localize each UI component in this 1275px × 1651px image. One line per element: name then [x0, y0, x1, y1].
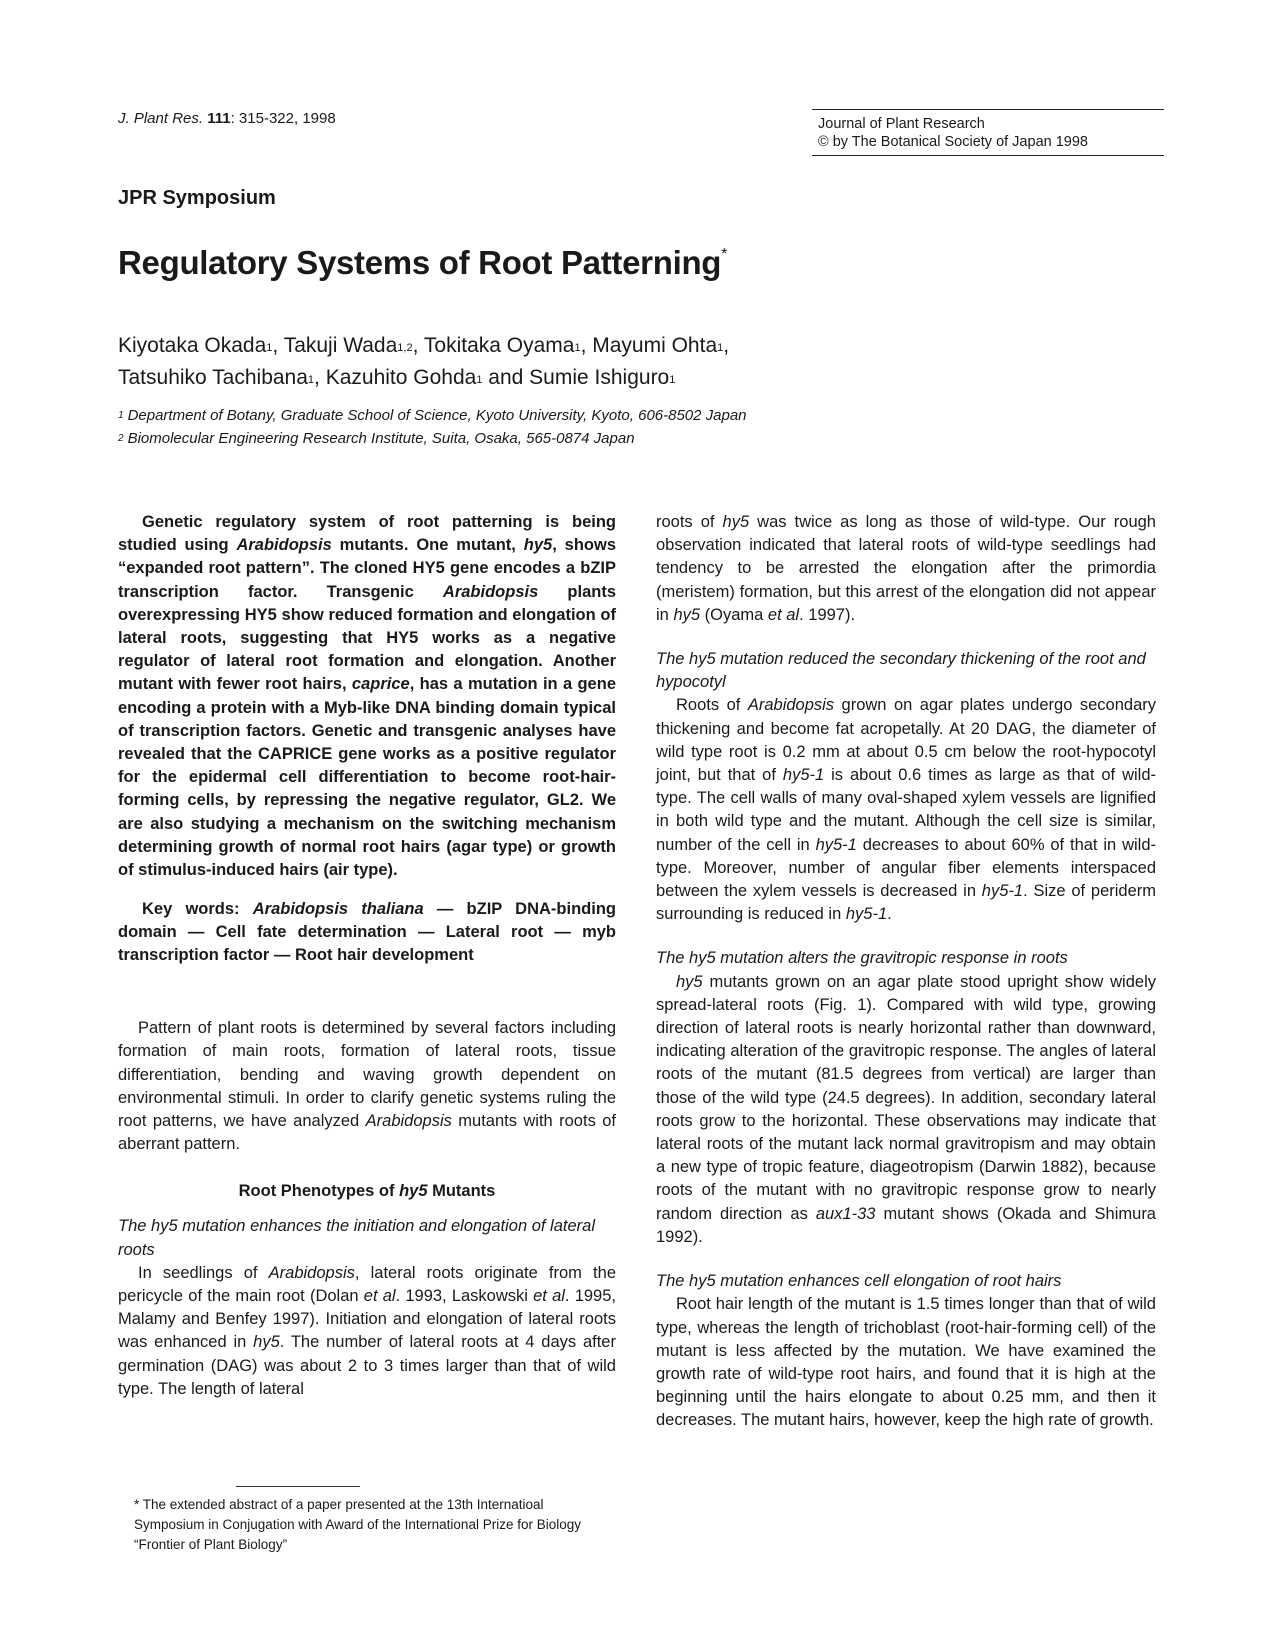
- italic-run: Arabidopsis: [268, 1263, 355, 1282]
- author-name: Tokitaka Oyama: [423, 334, 575, 357]
- text-run: is about 0.6 times as large as that of wild-type. The cell walls of many oval-shaped xylem vessels are lignified in both wild type and the mutant. Although the cell size is similar, number of the cell in: [656, 766, 1156, 854]
- publisher-box: [812, 109, 1164, 156]
- text-run: decreases to about 60% of that in wild-type. Moreover, number of angular fiber elements interspaced between the xylem vessels is decreased in: [656, 835, 1156, 901]
- text-run: In seedlings of: [138, 1263, 269, 1282]
- italic-run: hy5: [722, 513, 750, 531]
- author-affiliation-mark: 1: [669, 374, 676, 386]
- italic-run: hy5: [676, 972, 703, 991]
- abstract: [118, 511, 616, 882]
- journal-volume: 111: [207, 110, 231, 127]
- author-separator: ,: [580, 334, 593, 357]
- author-name: Takuji Wada: [283, 334, 398, 357]
- text-run: mutants with roots of aberrant pattern.: [118, 1112, 616, 1154]
- affiliation-text: Biomolecular Engineering Research Institute, Suita, Osaka, 565-0874 Japan: [127, 430, 635, 447]
- text-run: Pattern of plant roots is determined by several factors including formation of main roots, formation of lateral roots, tissue differentiation, bending and waving growth dependent on environmental stimuli. In order to clarify genetic systems ruling the root patterns, we have analyzed: [118, 1019, 616, 1131]
- subsection-1-continued: [656, 511, 1156, 627]
- italic-run: et al: [767, 605, 800, 624]
- italic-run: hy5-1: [981, 882, 1024, 901]
- text-run: . The number of lateral roots at 4 days after germination (DAG) was about 2 to 3 times larger than that of wild type. The length of lateral: [118, 1333, 616, 1398]
- italic-run: hy5: [523, 536, 553, 555]
- text-run: — bZIP DNA-binding domain — Cell fate determination — Lateral root — myb transcription factor — Root hair development: [118, 900, 616, 965]
- journal-pages-year: : 315-322, 1998: [230, 110, 336, 127]
- italic-run: Arabidopsis: [236, 536, 332, 555]
- subsection-heading-4: The hy5 mutation enhances cell elongation of root hairs: [656, 1272, 1062, 1291]
- subsection-heading-1: The hy5 mutation enhances the initiation and elongation of lateral roots: [118, 1217, 595, 1259]
- footnote-rule: [236, 1486, 360, 1487]
- affiliation-text: Department of Botany, Graduate School of Science, Kyoto University, Kyoto, 606-8502 Japan: [127, 407, 747, 424]
- author-separator: ,: [412, 334, 424, 357]
- text-run: grown on agar plates undergo secondary thickening and become fat acropetally. At 20 DAG, the diameter of wild type root is 0.2 mm at about 0.5 cm below the root-hypocotyl joint, but that of: [656, 696, 1156, 785]
- text-run: Genetic regulatory system of root patterning is being studied using: [118, 513, 616, 555]
- affiliation-num: 1: [118, 410, 124, 421]
- italic-run: hy5-1: [782, 766, 825, 785]
- text-run: Roots of: [676, 696, 748, 715]
- author-affiliation-mark: 1: [476, 374, 483, 386]
- italic-run: Arabidopsis: [747, 696, 835, 715]
- text-run: Root hair length of the mutant is 1.5 times longer than that of wild type, whereas the length of trichoblast (root-hair-forming cell) of the mutant is less affected by the mutation. We have examined the growth rate of wild-type root hairs, and found that it is high at the beginning until the hairs elongate to about 0.25 mm, and then it decreases. The mutant hairs, however, keep the high rate of growth.: [656, 1295, 1156, 1430]
- text-run: Root Phenotypes of: [238, 1182, 400, 1201]
- right-column: [656, 511, 1156, 1433]
- affiliation-1: [118, 404, 747, 427]
- subsection-heading-3: The hy5 mutation alters the gravitropic response in roots: [656, 949, 1068, 968]
- affiliations: [118, 404, 747, 450]
- text-run: mutant shows (Okada and Shimura 1992).: [656, 1204, 1156, 1246]
- text-run: , has a mutation in a gene encoding a protein with a Myb-like DNA binding domain typical of transcription factors. Genetic and transgenic analyses have revealed that the CAPRICE gene works as a positive regulator for the epidermal cell differentiation to become root-hair-forming cells, by repressing the negative regulator, GL2. We are also studying a mechanism on the switching mechanism determining growth of normal root hairs (agar type) or growth of stimulus-induced hairs (air type).: [118, 675, 616, 880]
- author-name: Tatsuhiko Tachibana: [118, 366, 308, 389]
- subsection-heading-2: The hy5 mutation reduced the secondary thickening of the root and hypocotyl: [656, 650, 1146, 692]
- text-run: plants overexpressing HY5 show reduced formation and elongation of lateral roots, suggesting that HY5 works as a negative regulator of lateral root formation and elongation. Another mutant with fewer root hairs,: [118, 582, 616, 694]
- author-separator: ,: [314, 366, 326, 389]
- footnote: * The extended abstract of a paper presented at the 13th Internatioal Symposium in Conjugation with Award of the International Prize for Biology “Frontier of Plant Biology”: [134, 1497, 581, 1552]
- subsection-1-paragraph: [118, 1262, 616, 1401]
- author-list: [118, 330, 729, 394]
- subsection-3-paragraph: [656, 971, 1156, 1249]
- author-separator: and: [482, 366, 530, 389]
- paper-title-text: Regulatory Systems of Root Patterning: [118, 244, 722, 281]
- italic-run: Arabidopsis: [365, 1112, 452, 1131]
- affiliation-2: [118, 427, 747, 450]
- subsection-2-paragraph: [656, 694, 1156, 926]
- publisher-journal: Journal of Plant Research: [818, 116, 985, 132]
- text-run: Mutants: [427, 1182, 496, 1201]
- paper-title: [118, 244, 727, 282]
- author-name: Sumie Ishiguro: [529, 366, 670, 389]
- title-footnote-mark: *: [721, 246, 728, 263]
- journal-citation: [118, 110, 336, 127]
- intro-paragraph: [118, 1017, 616, 1156]
- text-run: , shows “expanded root pattern”. The cloned HY5 gene encodes a bZIP transcription factor. Transgenic: [118, 536, 616, 601]
- text-run: . Size of periderm surrounding is reduced in: [656, 882, 1157, 924]
- author-name: Mayumi Ohta: [592, 334, 718, 357]
- author-separator: ,: [272, 334, 284, 357]
- italic-run: et al: [363, 1287, 396, 1306]
- italic-run: hy5: [673, 605, 701, 624]
- italic-run: hy5-1: [845, 905, 888, 924]
- text-run: (Oyama: [700, 605, 768, 624]
- italic-run: caprice: [351, 675, 410, 694]
- section-heading: [118, 1182, 616, 1201]
- journal-abbrev: J. Plant Res.: [118, 110, 204, 127]
- text-run: Key words:: [142, 900, 253, 919]
- author-line-1: [118, 330, 729, 362]
- text-run: . 1995, Malamy and Benfey 1997). Initiation and elongation of lateral roots was enhanced in: [118, 1287, 616, 1352]
- italic-run: aux1-33: [815, 1204, 876, 1223]
- author-affiliation-mark: 1: [717, 342, 724, 354]
- italic-run: hy5: [253, 1333, 280, 1352]
- author-affiliation-mark: 1: [266, 342, 273, 354]
- italic-run: hy5: [399, 1182, 428, 1201]
- author-affiliation-mark: 1,2: [397, 342, 413, 354]
- author-affiliation-mark: 1: [574, 342, 581, 354]
- author-name: Kazuhito Gohda: [325, 366, 477, 389]
- italic-run: hy5-1: [815, 835, 857, 854]
- italic-run: Arabidopsis: [442, 582, 539, 601]
- text-run: . 1997).: [799, 605, 856, 624]
- author-separator: ,: [723, 334, 730, 357]
- text-run: .: [887, 905, 892, 924]
- keywords: [118, 898, 616, 967]
- subsection-4-paragraph: [656, 1293, 1156, 1432]
- text-run: roots of: [656, 513, 723, 531]
- italic-run: et al: [533, 1287, 565, 1306]
- author-line-2: [118, 362, 729, 394]
- author-name: Kiyotaka Okada: [118, 334, 267, 357]
- affiliation-num: 2: [118, 433, 124, 444]
- text-run: mutants. One mutant,: [331, 536, 524, 555]
- publisher-copyright: © by The Botanical Society of Japan 1998: [818, 134, 1088, 150]
- text-run: mutants grown on an agar plate stood upright show widely spread-lateral roots (Fig. 1). Compared with wild type, growing direction of lateral roots is nearly horizontal rather than downward, indicating alteration of the gravitropic response. The angles of lateral roots of the mutant (81.5 degrees from vertical) are larger than those of the wild type (24.5 degrees). In addition, secondary lateral roots grow to the horizontal. These observations may indicate that lateral roots of the mutant lack normal gravitropism and may obtain a new type of tropic feature, diageotropism (Darwin 1882), because roots of the mutant with no gravitropic response grow to nearly random direction as: [656, 972, 1156, 1223]
- section-label: JPR Symposium: [118, 187, 276, 209]
- italic-run: Arabidopsis thaliana: [252, 900, 424, 919]
- author-affiliation-mark: 1: [307, 374, 315, 386]
- text-run: . 1993, Laskowski: [395, 1287, 534, 1306]
- text-run: , lateral roots originate from the pericycle of the main root (Dolan: [118, 1263, 616, 1306]
- left-column: [118, 511, 616, 1401]
- text-run: was twice as long as those of wild-type. Our rough observation indicated that lateral roots of wild-type seedlings had tendency to be arrested the elongation after the primordia (meristem) formation, but this arrest of the elongation did not appear in: [656, 513, 1156, 624]
